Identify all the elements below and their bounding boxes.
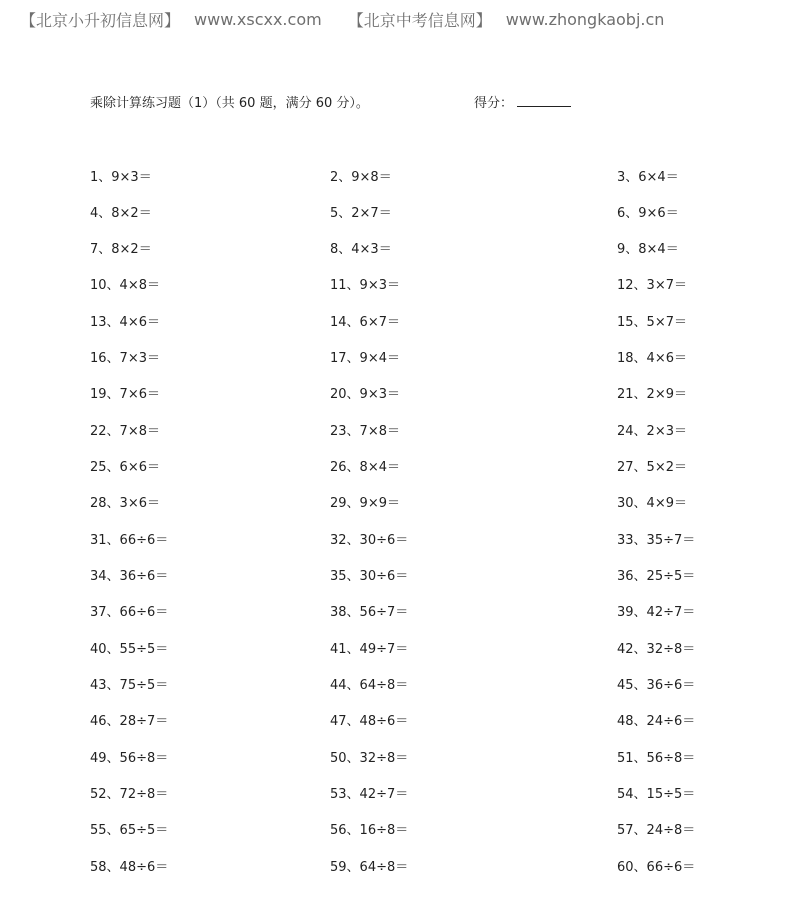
- problem-item: 21、2×9＝: [617, 387, 687, 402]
- problem-item: 7、8×2＝: [90, 242, 152, 257]
- problem-item: 26、8×4＝: [330, 460, 400, 475]
- problem-item: 38、56÷7＝: [330, 605, 409, 620]
- problem-item: 5、2×7＝: [330, 206, 392, 221]
- problem-item: 29、9×9＝: [330, 496, 400, 511]
- problem-item: 33、35÷7＝: [617, 533, 696, 548]
- problem-item: 4、8×2＝: [90, 206, 152, 221]
- problem-item: 35、30÷6＝: [330, 569, 409, 584]
- problem-item: 12、3×7＝: [617, 278, 687, 293]
- problem-item: 45、36÷6＝: [617, 678, 696, 693]
- problem-item: 55、65÷5＝: [90, 823, 169, 838]
- problem-item: 60、66÷6＝: [617, 860, 696, 875]
- problem-item: 14、6×7＝: [330, 315, 400, 330]
- problem-item: 15、5×7＝: [617, 315, 687, 330]
- problem-item: 37、66÷6＝: [90, 605, 169, 620]
- problem-item: 8、4×3＝: [330, 242, 392, 257]
- problem-item: 52、72÷8＝: [90, 787, 169, 802]
- problem-item: 46、28÷7＝: [90, 714, 169, 729]
- problem-item: 32、30÷6＝: [330, 533, 409, 548]
- problem-item: 53、42÷7＝: [330, 787, 409, 802]
- problem-item: 34、36÷6＝: [90, 569, 169, 584]
- problem-item: 41、49÷7＝: [330, 642, 409, 657]
- problem-item: 58、48÷6＝: [90, 860, 169, 875]
- problem-item: 44、64÷8＝: [330, 678, 409, 693]
- problem-item: 47、48÷6＝: [330, 714, 409, 729]
- problem-item: 48、24÷6＝: [617, 714, 696, 729]
- site1-link[interactable]: www.xscxx.com: [194, 10, 322, 29]
- problem-item: 10、4×8＝: [90, 278, 160, 293]
- problem-item: 57、24÷8＝: [617, 823, 696, 838]
- problem-item: 59、64÷8＝: [330, 860, 409, 875]
- problem-item: 13、4×6＝: [90, 315, 160, 330]
- problem-item: 23、7×8＝: [330, 424, 400, 439]
- problem-item: 49、56÷8＝: [90, 751, 169, 766]
- problem-item: 16、7×3＝: [90, 351, 160, 366]
- problem-item: 40、55÷5＝: [90, 642, 169, 657]
- problem-item: 18、4×6＝: [617, 351, 687, 366]
- problem-item: 39、42÷7＝: [617, 605, 696, 620]
- worksheet-title: 乘除计算练习题（1）（共 60 题，满分 60 分）。: [90, 96, 369, 111]
- problem-item: 1、9×3＝: [90, 170, 152, 185]
- problem-item: 43、75÷5＝: [90, 678, 169, 693]
- problem-item: 31、66÷6＝: [90, 533, 169, 548]
- site2-name: 【北京中考信息网】: [347, 11, 492, 30]
- site1-name: 【北京小升初信息网】: [20, 11, 181, 30]
- problem-item: 30、4×9＝: [617, 496, 687, 511]
- score-label: 得分：: [474, 96, 514, 111]
- problem-item: 17、9×4＝: [330, 351, 400, 366]
- problem-item: 27、5×2＝: [617, 460, 687, 475]
- problem-item: 50、32÷8＝: [330, 751, 409, 766]
- problem-item: 19、7×6＝: [90, 387, 160, 402]
- problem-item: 42、32÷8＝: [617, 642, 696, 657]
- problem-item: 51、56÷8＝: [617, 751, 696, 766]
- site2-link[interactable]: www.zhongkaobj.cn: [505, 10, 665, 29]
- problem-item: 20、9×3＝: [330, 387, 400, 402]
- problem-item: 6、9×6＝: [617, 206, 679, 221]
- problem-item: 36、25÷5＝: [617, 569, 696, 584]
- problem-item: 24、2×3＝: [617, 424, 687, 439]
- problem-item: 22、7×8＝: [90, 424, 160, 439]
- problem-item: 25、6×6＝: [90, 460, 160, 475]
- problem-item: 3、6×4＝: [617, 170, 679, 185]
- problem-item: 11、9×3＝: [330, 278, 400, 293]
- problem-item: 56、16÷8＝: [330, 823, 409, 838]
- problem-item: 2、9×8＝: [330, 170, 392, 185]
- problem-item: 54、15÷5＝: [617, 787, 696, 802]
- problem-item: 9、8×4＝: [617, 242, 679, 257]
- problem-item: 28、3×6＝: [90, 496, 160, 511]
